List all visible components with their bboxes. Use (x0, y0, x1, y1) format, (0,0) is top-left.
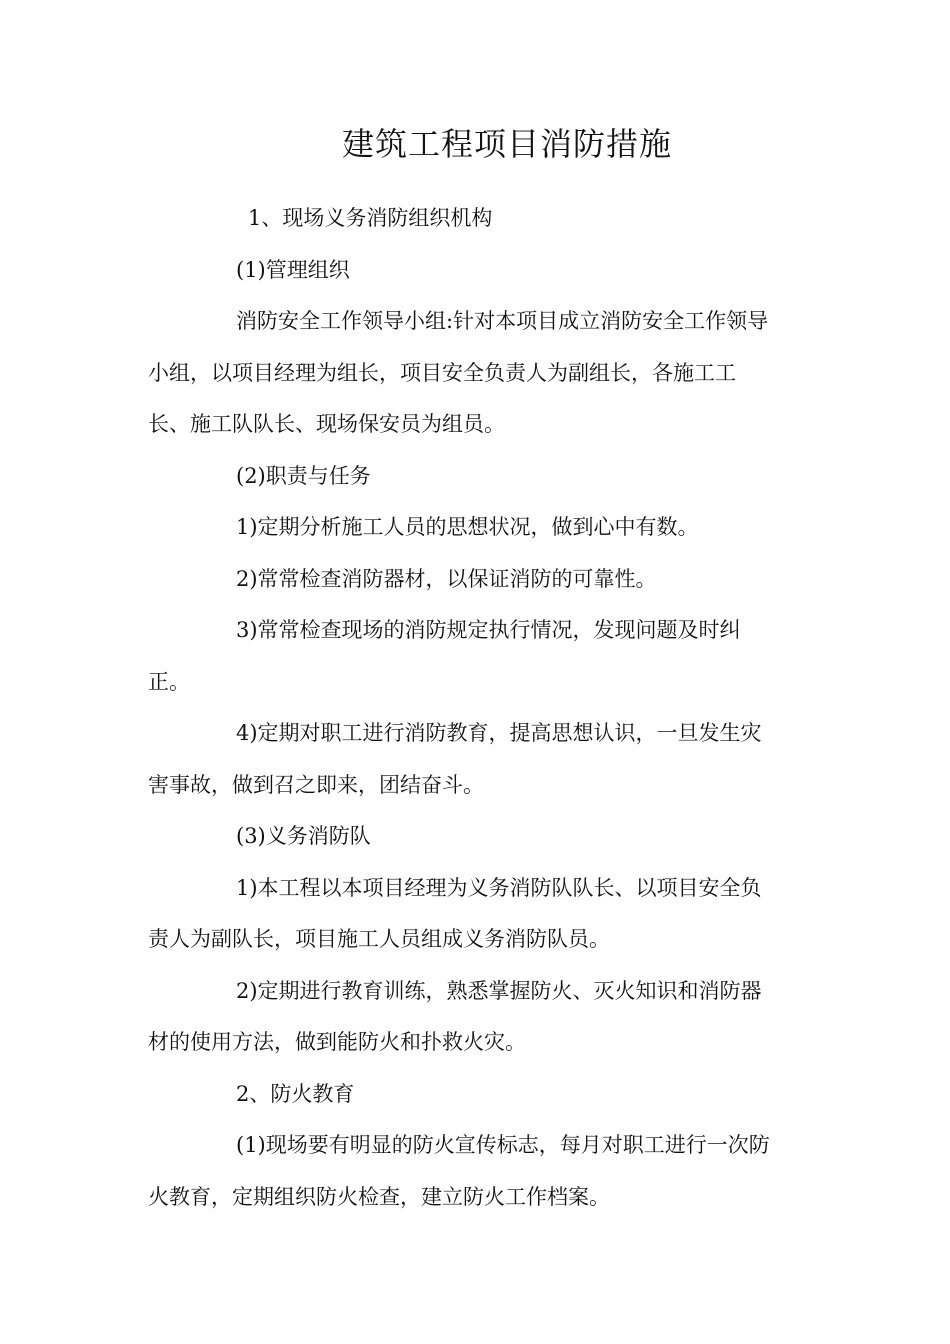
text-line: 2)定期进行教育训练，熟悉掌握防火、灭火知识和消防器 (236, 978, 762, 1003)
document-body (148, 193, 808, 1223)
text-line: 1)本工程以本项目经理为义务消防队队长、以项目安全负 (236, 875, 762, 900)
text-line: (1)管理组织 (236, 257, 350, 282)
text-line: 2)常常检查消防器材，以保证消防的可靠性。 (236, 566, 657, 591)
text-line: 材的使用方法，做到能防火和扑救火灾。 (148, 1030, 526, 1054)
text-line: 3)常常检查现场的消防规定执行情况，发现问题及时纠 (236, 618, 741, 642)
text-line: 4)定期对职工进行消防教育，提高思想认识，一旦发生灾 (236, 721, 762, 745)
text-line: 火教育，定期组织防火检查，建立防火工作档案。 (148, 1184, 610, 1209)
text-line: 1)定期分析施工人员的思想状况，做到心中有数。 (236, 515, 699, 539)
text-line: 消防安全工作领导小组:针对本项目成立消防安全工作领导 (236, 309, 769, 333)
text-line: (2)职责与任务 (236, 463, 371, 488)
text-line: 责人为副队长，项目施工人员组成义务消防队员。 (148, 927, 610, 951)
text-line: 害事故，做到召之即来，团结奋斗。 (148, 772, 484, 797)
document-title: 建筑工程项目消防措施 (341, 125, 672, 163)
text-line: 长、施工队队长、现场保安员为组员。 (148, 412, 505, 436)
section-heading: 1、现场义务消防组织机构 (248, 206, 493, 230)
text-line: 2、防火教育 (236, 1081, 355, 1106)
text-line: (3)义务消防队 (236, 824, 371, 848)
text-line: (1)现场要有明显的防火宣传标志，每月对职工进行一次防 (236, 1133, 770, 1157)
text-line: 正。 (148, 669, 190, 694)
text-line: 小组，以项目经理为组长，项目安全负责人为副组长，各施工工 (148, 360, 736, 385)
